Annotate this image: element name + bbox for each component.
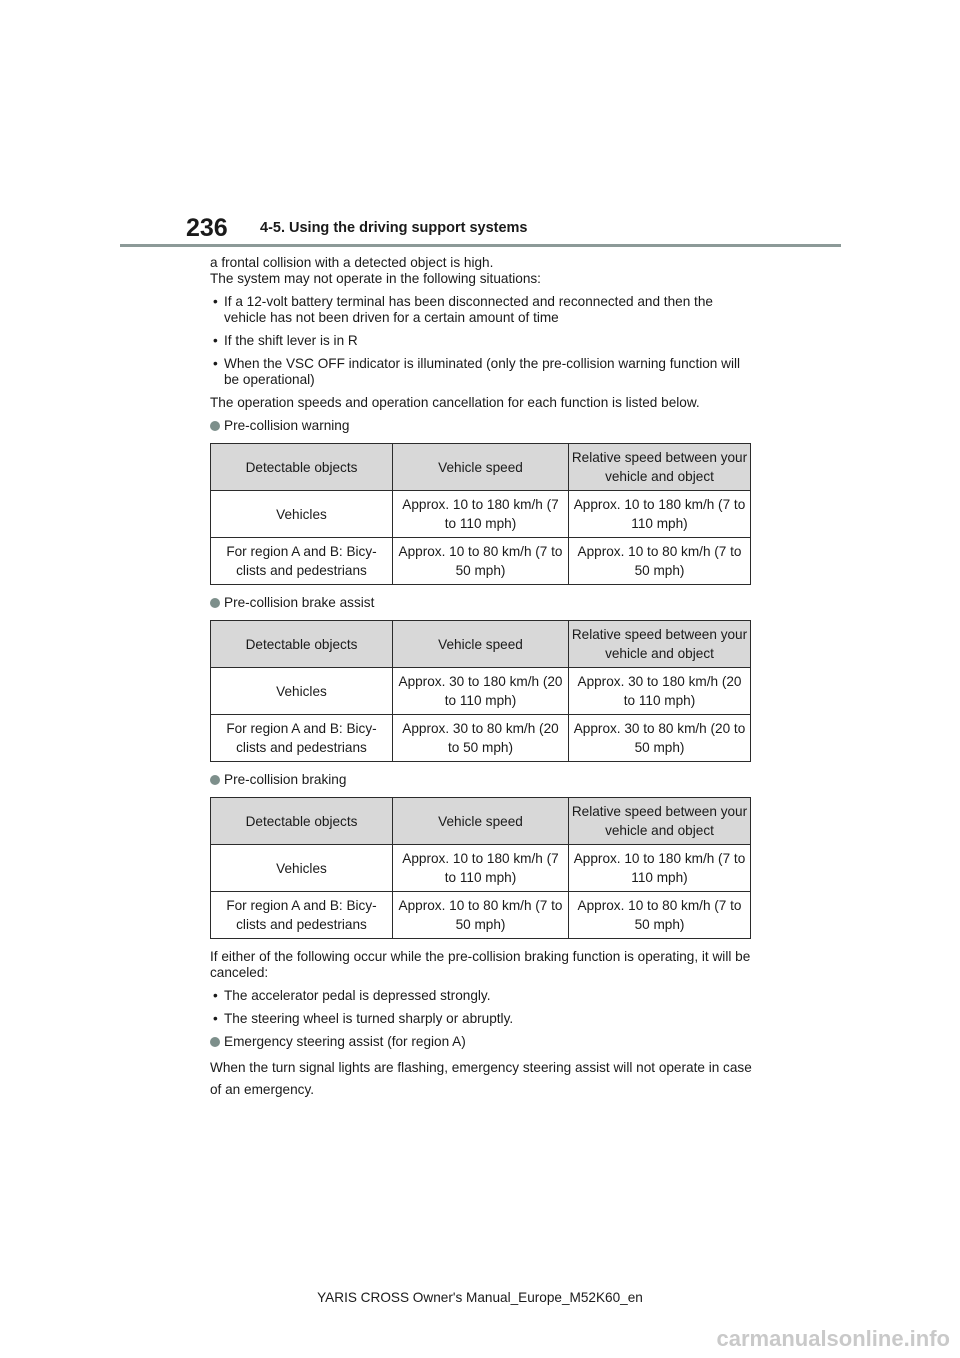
page-content: [210, 255, 755, 1101]
table-cell: Approx. 30 to 180 km/h (20 to 110 mph): [393, 668, 569, 715]
table-cell: Vehicles: [211, 668, 393, 715]
table-cell: Approx. 10 to 180 km/h (7 to 110 mph): [569, 491, 751, 538]
table-row: [211, 892, 751, 939]
watermark-text: carmanualsonline.info: [716, 1326, 950, 1351]
header-divider: [120, 244, 841, 247]
spec-table-brake-assist: [210, 620, 751, 762]
emergency-text: When the turn signal lights are flashing, emergency steering assist will not operate in case of an emergency.: [210, 1060, 752, 1097]
circle-bullet-icon: [210, 775, 220, 785]
table-cell: Approx. 10 to 80 km/h (7 to 50 mph): [569, 892, 751, 939]
list-item: • The accelerator pedal is depressed strongly.: [213, 988, 491, 1003]
table-cell: Approx. 30 to 80 km/h (20 to 50 mph): [569, 715, 751, 762]
list-item: • If the shift lever is in R: [213, 333, 358, 348]
intro-line-1: a frontal collision with a detected object is high.: [210, 255, 494, 270]
page-footer: YARIS CROSS Owner's Manual_Europe_M52K60_en: [317, 1290, 643, 1305]
column-header: Detectable objects: [211, 798, 393, 845]
table-cell: Approx. 10 to 180 km/h (7 to 110 mph): [393, 491, 569, 538]
circle-bullet-icon: [210, 1037, 220, 1047]
section-heading-brake-assist: Pre-collision brake assist: [210, 595, 755, 611]
column-header: Relative speed between your vehicle and object: [569, 798, 751, 845]
table-header-row: [211, 444, 751, 491]
table-header-row: [211, 621, 751, 668]
column-header: Detectable objects: [211, 621, 393, 668]
spec-table-warning: [210, 443, 751, 585]
table-cell: Approx. 30 to 80 km/h (20 to 50 mph): [393, 715, 569, 762]
table-cell: Approx. 10 to 80 km/h (7 to 50 mph): [393, 538, 569, 585]
table-header-row: [211, 798, 751, 845]
column-header: Relative speed between your vehicle and object: [569, 444, 751, 491]
column-header: Detectable objects: [211, 444, 393, 491]
column-header: Vehicle speed: [393, 621, 569, 668]
circle-bullet-icon: [210, 421, 220, 431]
table-row: [211, 491, 751, 538]
column-header: Vehicle speed: [393, 444, 569, 491]
table-row: [211, 715, 751, 762]
table-row: [211, 845, 751, 892]
spec-table-braking: [210, 797, 751, 939]
list-item: • If a 12-volt battery terminal has been disconnected and reconnected and then the vehicle has not been driven for a certain amount of time: [213, 294, 713, 325]
table-cell: Approx. 10 to 180 km/h (7 to 110 mph): [569, 845, 751, 892]
table-cell: Vehicles: [211, 491, 393, 538]
list-item: • When the VSC OFF indicator is illuminated (only the pre-collision warning function will be operational): [213, 356, 741, 387]
section-title: 4-5. Using the driving support systems: [260, 220, 528, 236]
column-header: Vehicle speed: [393, 798, 569, 845]
table-row: [211, 538, 751, 585]
column-header: Relative speed between your vehicle and object: [569, 621, 751, 668]
table-cell: For region A and B: Bicy-clists and pedestrians: [211, 892, 393, 939]
section-heading-warning: Pre-collision warning: [210, 418, 755, 434]
table-cell: For region A and B: Bicy-clists and pedestrians: [211, 715, 393, 762]
table-cell: For region A and B: Bicy-clists and pedestrians: [211, 538, 393, 585]
section-heading-emergency: Emergency steering assist (for region A): [210, 1034, 755, 1050]
table-cell: Vehicles: [211, 845, 393, 892]
intro-line-2: The system may not operate in the following situations:: [210, 271, 541, 286]
cancel-text: If either of the following occur while the pre-collision braking function is operating, it will be canceled:: [210, 949, 751, 980]
table-cell: Approx. 30 to 180 km/h (20 to 110 mph): [569, 668, 751, 715]
list-item: • The steering wheel is turned sharply or abruptly.: [213, 1011, 514, 1026]
page-number: 236: [186, 214, 228, 242]
circle-bullet-icon: [210, 598, 220, 608]
table-cell: Approx. 10 to 80 km/h (7 to 50 mph): [393, 892, 569, 939]
section-heading-braking: Pre-collision braking: [210, 772, 755, 788]
table-cell: Approx. 10 to 80 km/h (7 to 50 mph): [569, 538, 751, 585]
table-row: [211, 668, 751, 715]
speeds-intro: The operation speeds and operation cancellation for each function is listed below.: [210, 395, 700, 410]
table-cell: Approx. 10 to 180 km/h (7 to 110 mph): [393, 845, 569, 892]
